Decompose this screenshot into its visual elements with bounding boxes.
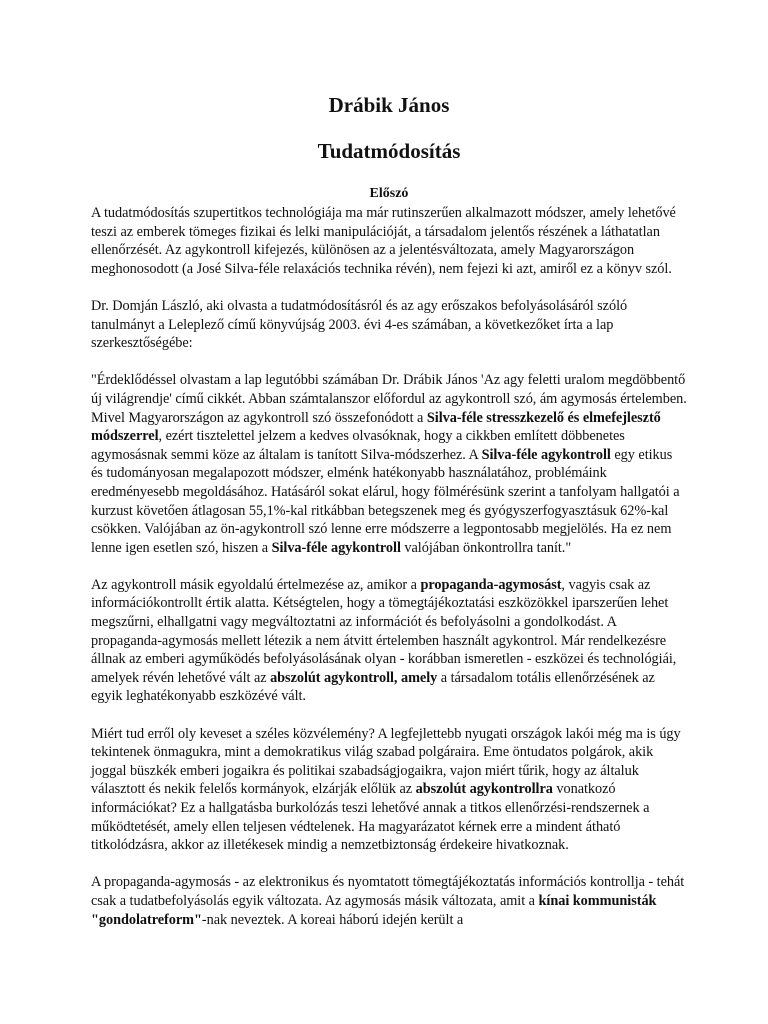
body-paragraph [91, 297, 687, 353]
text-run: , ezért tisztelettel jelzem a kedves olvasóknak, hogy a cikkben említett döbbenetes agymosásnak semmi köze az általam is tanított Silva-módszerhez. A [91, 428, 625, 463]
text-run: Miért tud erről oly keveset a széles közvélemény? A legfejlettebb nyugati országok lakói még ma is úgy tekintenek önmagukra, mint a demokratikus világ szabad polgáraira. Eme öntudatos polgárok, akik joggal büszkék emberi jogaikra és politikai szabadságjogaikra, vajon miért tűrik, hogy az általuk választott és nekik felelős kormányok, elzárják előlük az [91, 725, 681, 798]
text-run: Dr. Domján László, aki olvasta a tudatmódosításról és az agy erőszakos befolyásolásáról szóló tanulmányt a Leleplező című könyvújság 2003. évi 4-es számában, a következőket írta a lap szerkesztőségébe: [91, 297, 628, 352]
bold-phrase: Silva-féle stresszkezelő és elmefejlesztő módszerrel [91, 409, 661, 445]
body-text [91, 204, 687, 929]
document-title: Tudatmódosítás [317, 139, 461, 163]
bold-phrase: abszolút agykontrollra [415, 781, 553, 798]
body-paragraph [91, 576, 687, 706]
text-run: -nak neveztek. A koreai háború idején került a [201, 911, 464, 928]
text-run: A tudatmódosítás szupertitkos technológiája ma már rutinszerűen alkalmazott módszer, amely lehetővé teszi az emberek tömeges fizikai és lelki manipulációját, a társadalom jelentős részének a láthatatlan ellenőrzését. Az agykontroll kifejezés, különösen az a jelentésváltozata, amely Magyarországon meghonosodott (a José Silva-féle relaxációs technika révén), nem fejezi ki azt, amiről ez a könyv szól. [91, 205, 676, 277]
body-paragraph [91, 204, 687, 278]
text-run: , vagyis csak az információkontrollt értik alatta. Kétségtelen, hogy a tömegtájékoztatási eszközökkel iparszerűen lehet megszűrni, elhallgatni vagy megváltoztatni az információt és befolyásolni a gondolkodást. A propaganda-agymosás mellett létezik a nem átvitt értelemben használt agykontrol. Már rendelkezésre állnak az emberi agyműködés befolyásolásának olyan - korábban ismeretlen - eszközei és technológiái, amelyek révén lehetővé vált az [91, 576, 677, 686]
bold-phrase: Silva-féle agykontroll [481, 446, 611, 463]
bold-phrase: abszolút agykontroll, amely [270, 669, 438, 686]
text-run: valójában önkontrollra tanít." [400, 539, 572, 556]
body-paragraph [91, 725, 687, 855]
text-run: a társadalom totális ellenőrzésének az egyik leghatékonyabb eszközévé vált. [91, 669, 655, 705]
text-run: "Érdeklődéssel olvastam a lap legutóbbi számában Dr. Drábik János 'Az agy feletti uralom megdöbbentő új világrendje' című cikkét. Abban számtalanszor előfordul az agykontroll szó, ám agymosás értelemben. Mivel Magyarországon az agykontroll szó összefonódott a [91, 372, 687, 426]
text-run: egy etikus és tudományosan megalapozott módszer, elménk hatékonyabb használatához, problémáink eredményesebb megoldásához. Hatásáról sokat elárul, hogy fölmérésünk szerint a tanfolyam hallgatói a kurzust követően átlagosan 55,1%-kal ritkábban betegszenek meg és gyógyszerfogyasztásuk 62%-kal csökken. Valójában az ön-agykontroll szó lenne erre módszerre a legpontosabb megjelölés. Ha ez nem lenne igen esetlen szó, hiszen a [91, 446, 680, 556]
section-heading: Előszó [369, 186, 409, 201]
bold-phrase: Silva-féle agykontroll [271, 539, 401, 556]
body-paragraph [91, 371, 687, 557]
author-heading: Drábik János [328, 93, 450, 117]
text-run: A propaganda-agymosás - az elektronikus és nyomtatott tömegtájékoztatás információs kontrollja - tehát csak a tudatbefolyásolás egyik változata. Az agymosás másik változata, amit a [91, 874, 685, 909]
text-run: Az agykontroll másik egyoldalú értelmezése az, amikor a [91, 576, 421, 593]
document-page [91, 90, 687, 929]
bold-phrase: kínai kommunisták "gondolatreform" [91, 892, 657, 928]
text-run: vonatkozó információkat? Ez a hallgatásba burkolózás teszi lehetővé annak a titkos ellenőrzési-rendszernek a működtetését, amely ellen teljesen védtelenek. Ha magyarázatot kérnek erre a mindent átható titkolódzásra, akkor az illetékesek mindig a nemzetbiztonság érdekeire hivatkoznak. [91, 781, 650, 854]
bold-phrase: propaganda-agymosást [420, 576, 562, 593]
body-paragraph [91, 873, 687, 929]
